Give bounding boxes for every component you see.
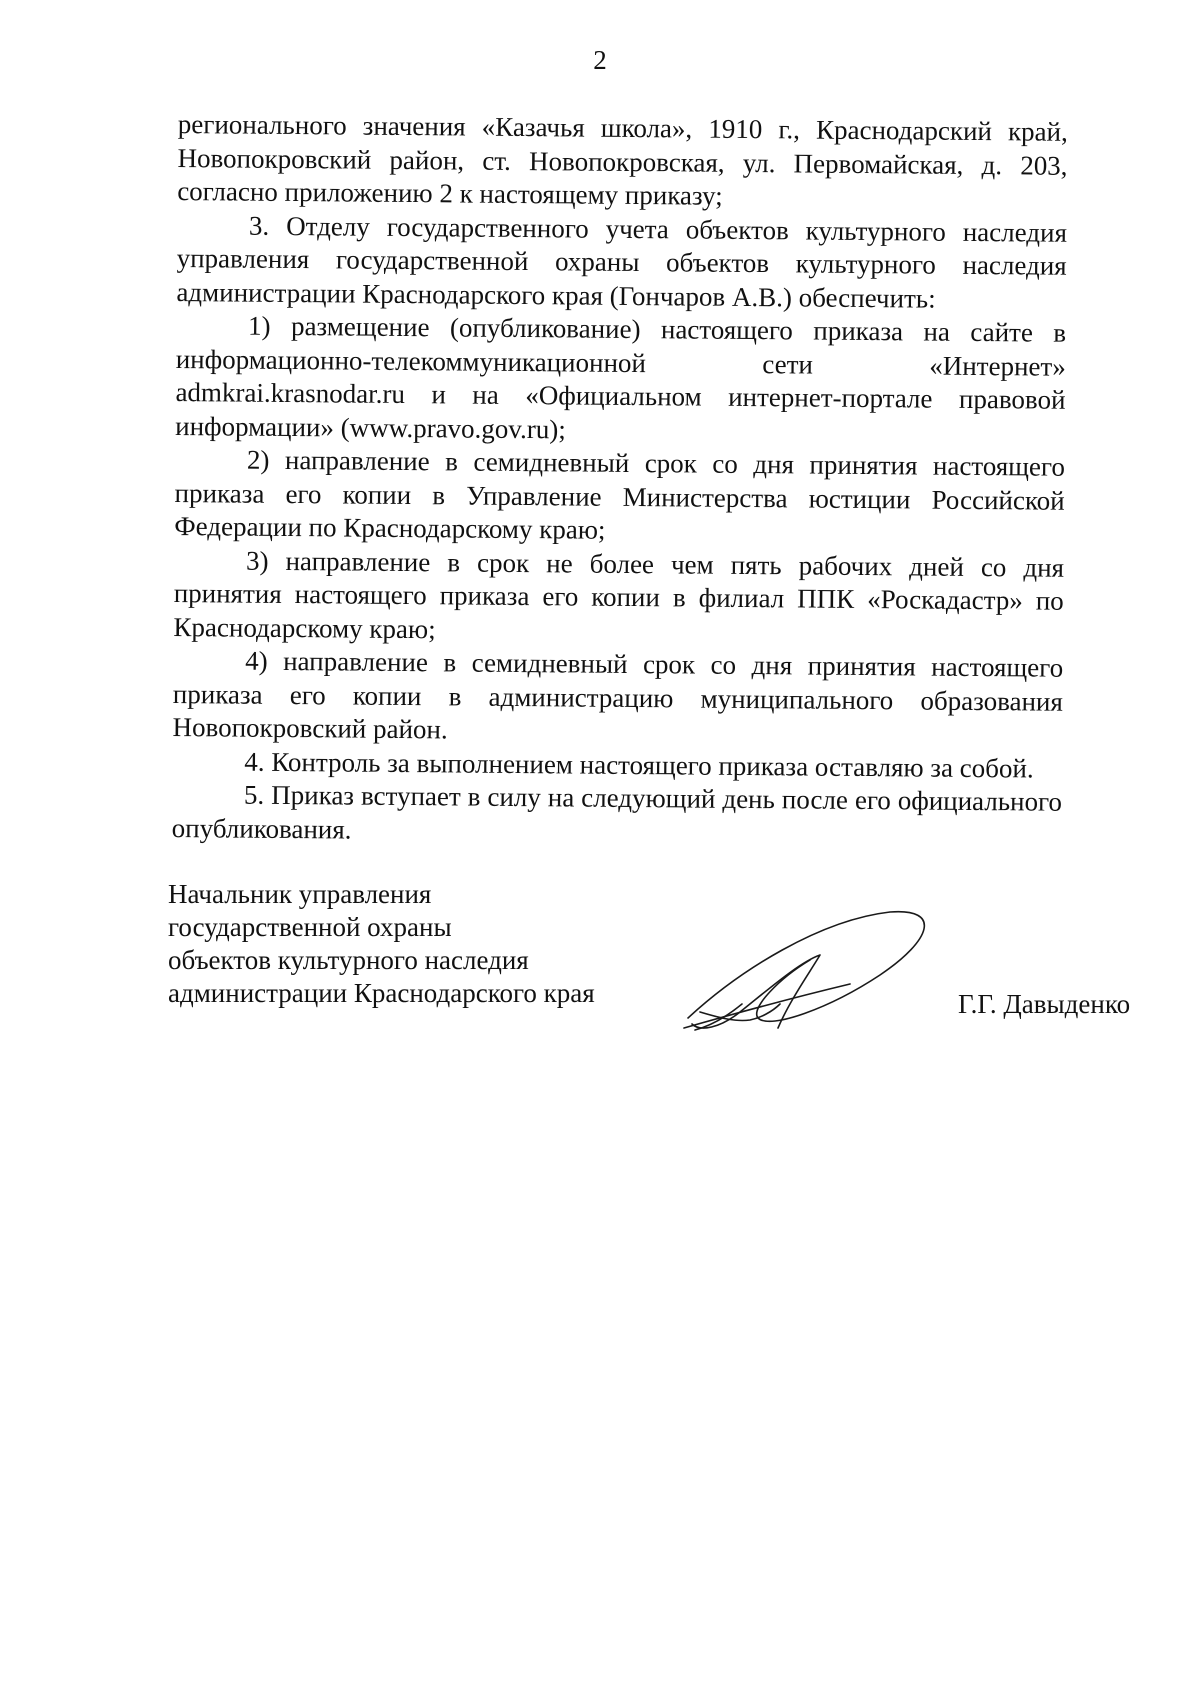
position-line: государственной охраны xyxy=(168,912,452,942)
paragraph-subitem-1: 1) размещение (опубликование) настоящего приказа на сайте в информационно-телекоммуникационной сети «Интернет» admkrai.krasnodar.ru и на «Официальном интернет-портале правовой информации» (www.pravo.gov.ru); xyxy=(175,310,1067,444)
position-line: объектов культурного наследия xyxy=(168,945,529,975)
signature-strokes xyxy=(684,912,924,1030)
order-body xyxy=(172,108,1068,853)
paragraph-item-5: 5. Приказ вступает в силу на следующий день после его официального опубликования. xyxy=(171,779,1063,845)
paragraph-subitem-4: 4) направление в семидневный срок со дня принятия настоящего приказа его копии в администрацию муниципального образования Новопокровский район. xyxy=(172,645,1064,745)
handwritten-signature xyxy=(680,900,940,1040)
paragraph-item-3: 3. Отделу государственного учета объектов культурного наследия управления государственной охраны объектов культурного наследия администрации Краснодарского края (Гончаров А.В.) обеспечить: xyxy=(176,210,1068,314)
signature-outer-loop xyxy=(688,912,924,1022)
position-line: Начальник управления xyxy=(168,879,432,909)
paragraph-subitem-2: 2) направление в семидневный срок со дня принятия настоящего приказа его копии в Управление Министерства юстиции Российской Федерации по Краснодарскому краю; xyxy=(174,444,1066,545)
signatory-position xyxy=(168,878,628,1010)
paragraph-item-4: 4. Контроль за выполнением настоящего приказа оставляю за собой. xyxy=(244,746,1034,783)
page-number: 2 xyxy=(593,45,607,75)
paragraph-subitem-3: 3) направление в срок не более чем пять рабочих дней со дня принятия настоящего приказа его копии в филиал ППК «Роскадастр» по Краснодарскому краю; xyxy=(173,545,1065,644)
position-line: администрации Краснодарского края xyxy=(168,978,595,1008)
signatory-name: Г.Г. Давыденко xyxy=(958,989,1131,1019)
paragraph-continuation: регионального значения «Казачья школа», 1910 г., Краснодарский край, Новопокровский район, ст. Новопокровская, ул. Первомайская, д. 203, согласно приложению 2 к настоящему приказу; xyxy=(177,108,1068,211)
